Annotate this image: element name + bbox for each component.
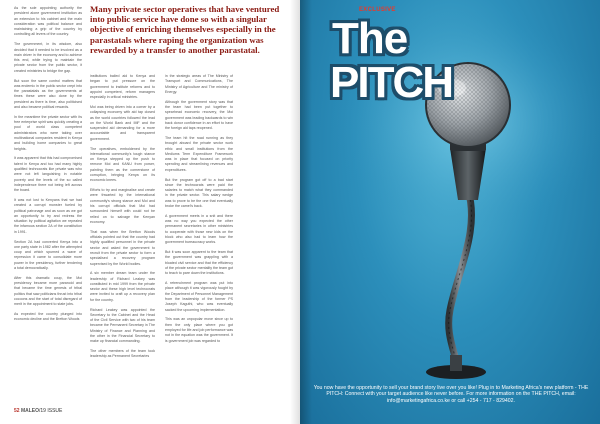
paragraph: The government, in its wisdom, also decided that it needed to be involved as a main driver in the economy and to achieve this end, while trying to maintain the private sector from the public sector, it created ministries to bridge the gap.	[14, 42, 82, 73]
paragraph: As the sole appointing authority the president alone government institution as an extension to his cabinet and the main consideration was political balance and maintaining a grip of the country by controlling all levers of the country.	[14, 6, 82, 37]
paragraph: That was when the Bretton Woods officials pointed out that the country had highly qualified personnel in the private sector and asked the government to recruit from the private sector to form a specialised a recovery program supervised by the World bodies.	[90, 229, 155, 266]
logo-pitch: PITCH	[330, 58, 452, 107]
paragraph: As expected the country plunged into economic decline and the Bretton Woods	[14, 312, 82, 322]
paragraph: A retrenchment program was put into place although it was vigorously fought by the Department of Personnel Management from the leadership of the former PS Joseph Kaguthi, who was eventually sacked the upcoming implementation.	[165, 281, 233, 312]
issue-label: /19 ISSUE	[39, 408, 63, 414]
paragraph: After this dramatic coup, the Moi presidency became more paranoid and that became the time genesis of tribal politics that saw politicians thrust into tribal cocoons and the start of total disregard of merit in the appointment to state jobs.	[14, 275, 82, 307]
article-column-3	[165, 74, 233, 348]
paragraph: This was an unpopular move since up to then the only place where you got employed for life and job performance was not in the equation was the government. It is government job was regarded to	[165, 317, 233, 343]
advert-copy: You now have the opportunity to sell your brand story live over you like! Plug in to Marketing Africa's new platform - THE PITCH: Connect with your target audience like never before. For more information on the THE PITCH, email: info@marketingafrica.co.ke or call +254 - 717 - 829402.	[313, 385, 589, 404]
page-footer	[14, 408, 62, 414]
paragraph: A six member dream team under the leadership of Richard Leakey was constituted in mid 1999 from the private sector and these high level technocrats were invited to craft up a recovery plan for the country.	[90, 271, 155, 302]
paragraph: The operatives, emboldened by the international community's tough stance on Kenya stepped up the push to remove Moi and KANU from power, painting them as the cornerstone of corruption, bringing Kenya on its economic knees.	[90, 146, 155, 183]
paragraph: It was not lost to Kenyans that we had created a corrupt monster fueled by political patronage and as soon as we got an opportunity to try and redress the situation by political agitation we repealed the infamous section 2A of the constitution in 1991.	[14, 198, 82, 234]
paragraph: Efforts to try and marginalise and create were thwarted by the international community's strong stance and Moi and his corrupt officials that Moi had surrounded himself with could not be relied on to salvage the Kenyan economy.	[90, 188, 155, 224]
paragraph: It was apparent that this had compromised talent in Kenya and too had many highly qualified technocrats like private was who were not left languishing in notable poverty and the levels of the so called independence there not being left across the board.	[14, 156, 82, 193]
paragraph: Section 2A had converted Kenya into a one party state in 1982 after the attempted coup and which spurned a wave of repression it came to consolidate more power in the presidency, further tendering a total democratically.	[14, 239, 82, 271]
paragraph: A government meets in a snit and there was no way you expected the other permanent secretaries in other ministries to cooperate with those new kids on the block who also had to learn how the government bureaucracy works.	[165, 213, 233, 245]
paragraph: institutions bailed aid to Kenya and began to put pressure on the government to institute reforms and to appoint competent, reform managers especially in critical ministries.	[90, 74, 155, 100]
exclusive-label: EXCLUSIVE	[359, 7, 396, 13]
logo-the: The	[332, 14, 408, 63]
magazine-name: MALEO	[20, 408, 40, 414]
paragraph: in the strategic areas of The Ministry of Transport and Communications, The Ministry of Agriculture and The ministry of Energy.	[165, 74, 233, 94]
paragraph: But the program got off to a bad start since the technocrats were paid the salaries to match what they commanded in the private sector. This salary wedge was to prove to be the one that eventually broke the camel's back.	[165, 177, 233, 209]
article-column-1	[14, 6, 82, 327]
pitch-advert	[300, 0, 600, 424]
page-number: 52	[14, 408, 20, 414]
paragraph: Richard Leakey was appointed the Secretary to the Cabinet and the Head of the Civil Service with two of his team became the Permanent Secretary in The Ministry of Finance and Planning and the other in the Financial Secretary to make up financial commanding.	[90, 307, 155, 344]
article-column-2	[90, 74, 155, 364]
pull-quote: Many private sector operatives that have ventured into public service have done so with a singular objective of enriching themselves especially in the parastatals where raping the organization was rewarded by a transfer to another parastatal.	[90, 4, 280, 55]
paragraph: Moi was being driven into a corner by a collapsing economy with aid tap closed as the world countries followed the lead on the World Bank and IMF and the suspended aid demanding for a more accountable and transparent government.	[90, 104, 155, 141]
paragraph: The team hit the road running as they brought aboard the private sector work ethic and small institutions from the Mediums Term Expenditure Framework was in place that focused on priority spending and streamlining revenues and expenditures.	[165, 135, 233, 172]
paragraph: Although the government story was that the team had been put together to spearhead economic recovery, the Moi government was leading backwards to win back donor confidence in an effort to have the foreign aid taps reopened.	[165, 99, 233, 131]
paragraph: But soon the same control matters that was endemic in the public sector crept into the parastatals as the governments at times these were also done by the president as there is time, also politicised and also became political rewards.	[14, 78, 82, 110]
paragraph: In the meantime the private sector with its free enterprise spirit was quickly creating a pool of world class competent administrators who were taking over multinational companies resident in Kenya and building home companies to great heights.	[14, 114, 82, 151]
paragraph: But it was soon apparent to the team that the government was grappling with a bloated civil service and that the efficiency of the private sector mentality the team got to teach to pare down the institutions.	[165, 250, 233, 276]
paragraph: The other members of the team took leadership as Permanent Secretaries	[90, 349, 155, 359]
pitch-logo	[328, 14, 503, 112]
